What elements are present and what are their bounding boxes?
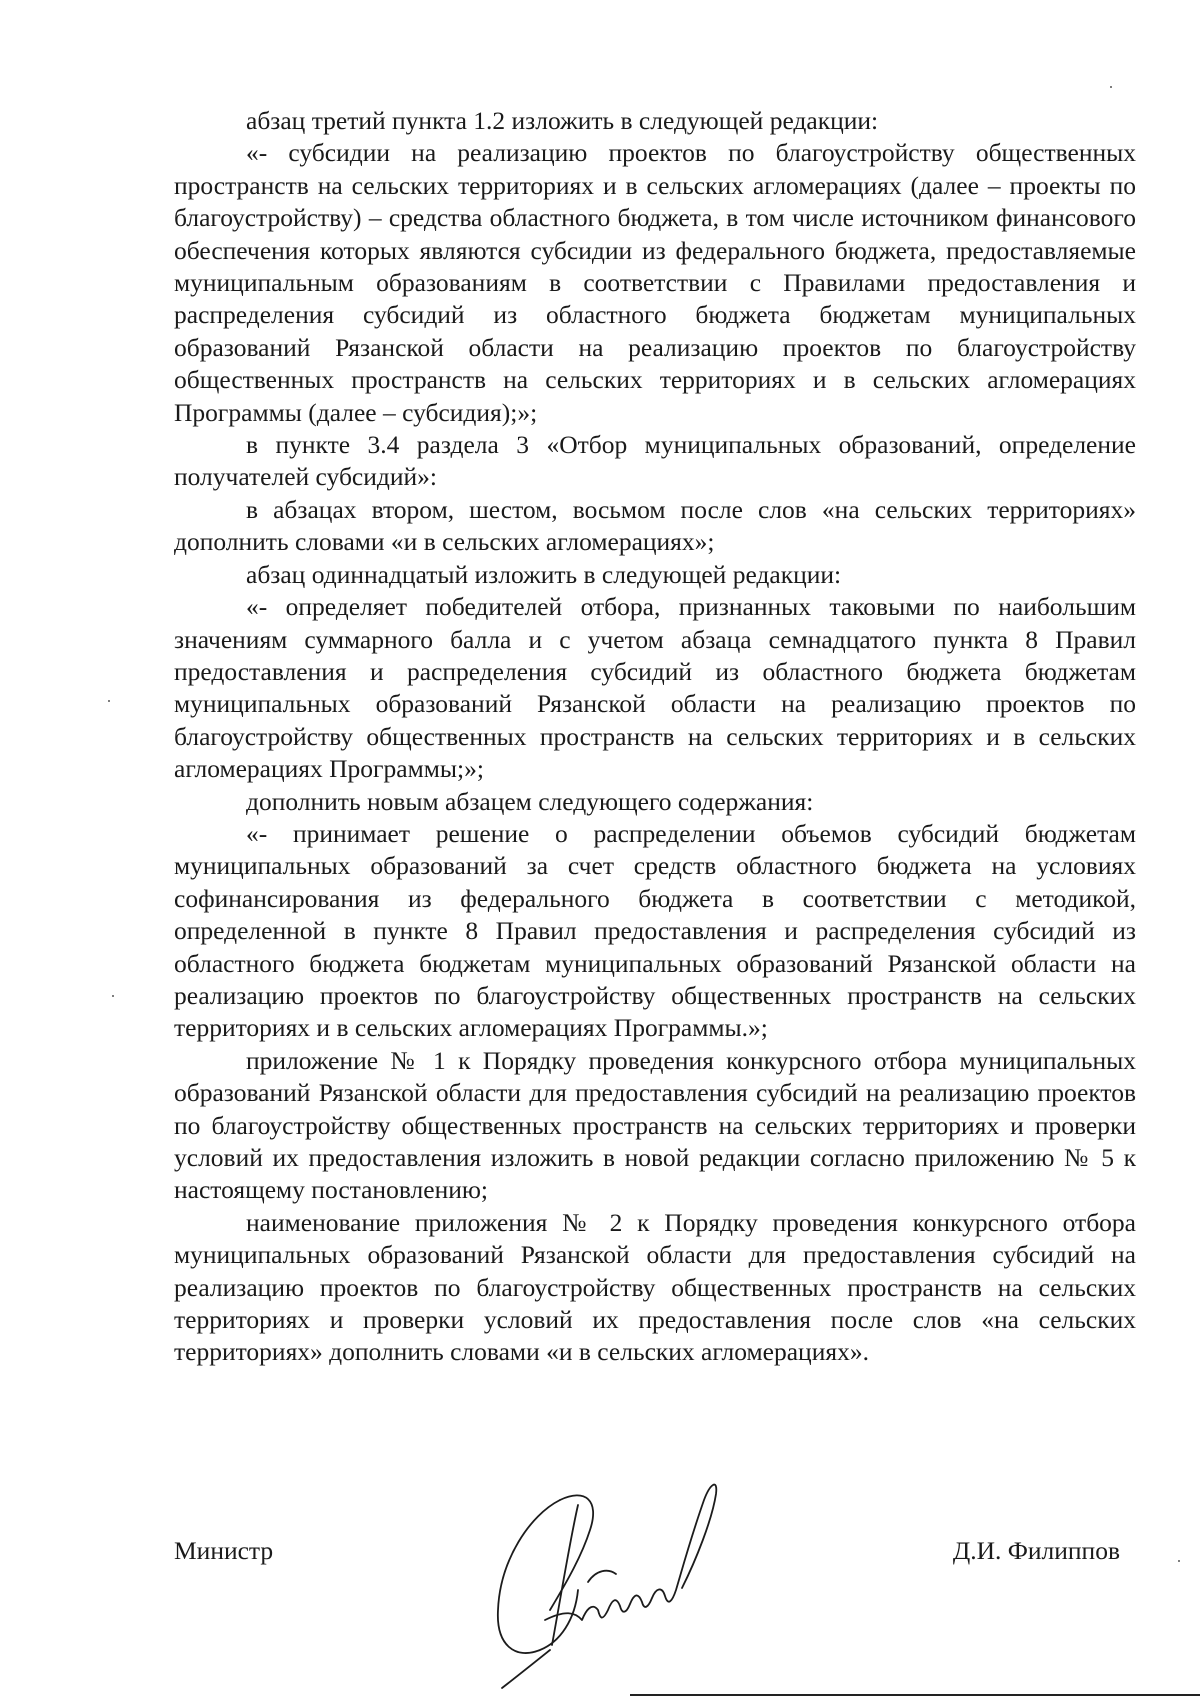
scan-edge-line [630,1694,1200,1696]
signatory-title: Министр [174,1536,274,1565]
paragraph-8: «- принимает решение о распределении объемов субсидий бюджетам муниципальных образований за счет средств областного бюджета на условиях софинансирования из федерального бюджета в соответствии с методикой, определенной в пункте 8 Правил предоставления и распределения субсидий из областного бюджета бюджетам муниципальных образований Рязанской области на реализацию проектов по благоустройству общественных пространств на сельских территориях и в сельских агломерациях Программы.»; [174,818,1136,1043]
paragraph-5: абзац одиннадцатый изложить в следующей редакции: [246,559,842,589]
paragraph-10: наименование приложения № 2 к Порядку проведения конкурсного отбора муниципальных образований Рязанской области для предоставления субсидий на реализацию проектов по благоустройству общественных пространств на сельских территориях и проверки условий их предоставления после слов «на сельских территориях» дополнить словами «и в сельских агломерациях». [174,1207,1136,1367]
paragraph-6: «- определяет победителей отбора, признанных таковыми по наибольшим значениям суммарного балла и с учетом абзаца семнадцатого пункта 8 Правил предоставления и распределения субсидий из областного бюджета бюджетам муниципальных образований Рязанской области на реализацию проектов по благоустройству общественных пространств на сельских территориях и в сельских агломерациях Программы;»; [174,592,1136,784]
paragraph-7: дополнить новым абзацем следующего содержания: [246,786,814,816]
handwritten-signature [490,1470,760,1690]
paragraph-9: приложение № 1 к Порядку проведения конкурсного отбора муниципальных образований Рязанской области для предоставления субсидий на реализацию проектов по благоустройству общественных пространств на сельских территориях и проверки условий их предоставления изложить в новой редакции согласно приложению № 5 к настоящему постановлению; [174,1045,1136,1205]
document-body [174,105,1136,1369]
scan-speck [112,995,114,997]
scan-speck [108,700,110,702]
paragraph-2: «- субсидии на реализацию проектов по благоустройству общественных пространств на сельских территориях и в сельских агломерациях (далее – проекты по благоустройству) – средства областного бюджета, в том числе источником финансового обеспечения которых являются субсидии из федерального бюджета, предоставляемые муниципальным образованиям в соответствии с Правилами предоставления и распределения субсидий из областного бюджета бюджетам муниципальных образований Рязанской области на реализацию проектов по благоустройству общественных пространств на сельских территориях и в сельских агломерациях Программы (далее – субсидия);»; [174,138,1136,427]
paragraph-3: в пункте 3.4 раздела 3 «Отбор муниципальных образований, определение получателей субсидий»: [174,430,1136,492]
paragraph-1: абзац третий пункта 1.2 изложить в следующей редакции: [246,106,879,135]
scan-speck [1178,1560,1180,1562]
scan-speck [1110,86,1112,88]
signatory-name: Д.И. Филиппов [952,1536,1120,1565]
paragraph-4: в абзацах втором, шестом, восьмом после слов «на сельских территориях» дополнить словами «и в сельских агломерациях»; [174,494,1136,557]
